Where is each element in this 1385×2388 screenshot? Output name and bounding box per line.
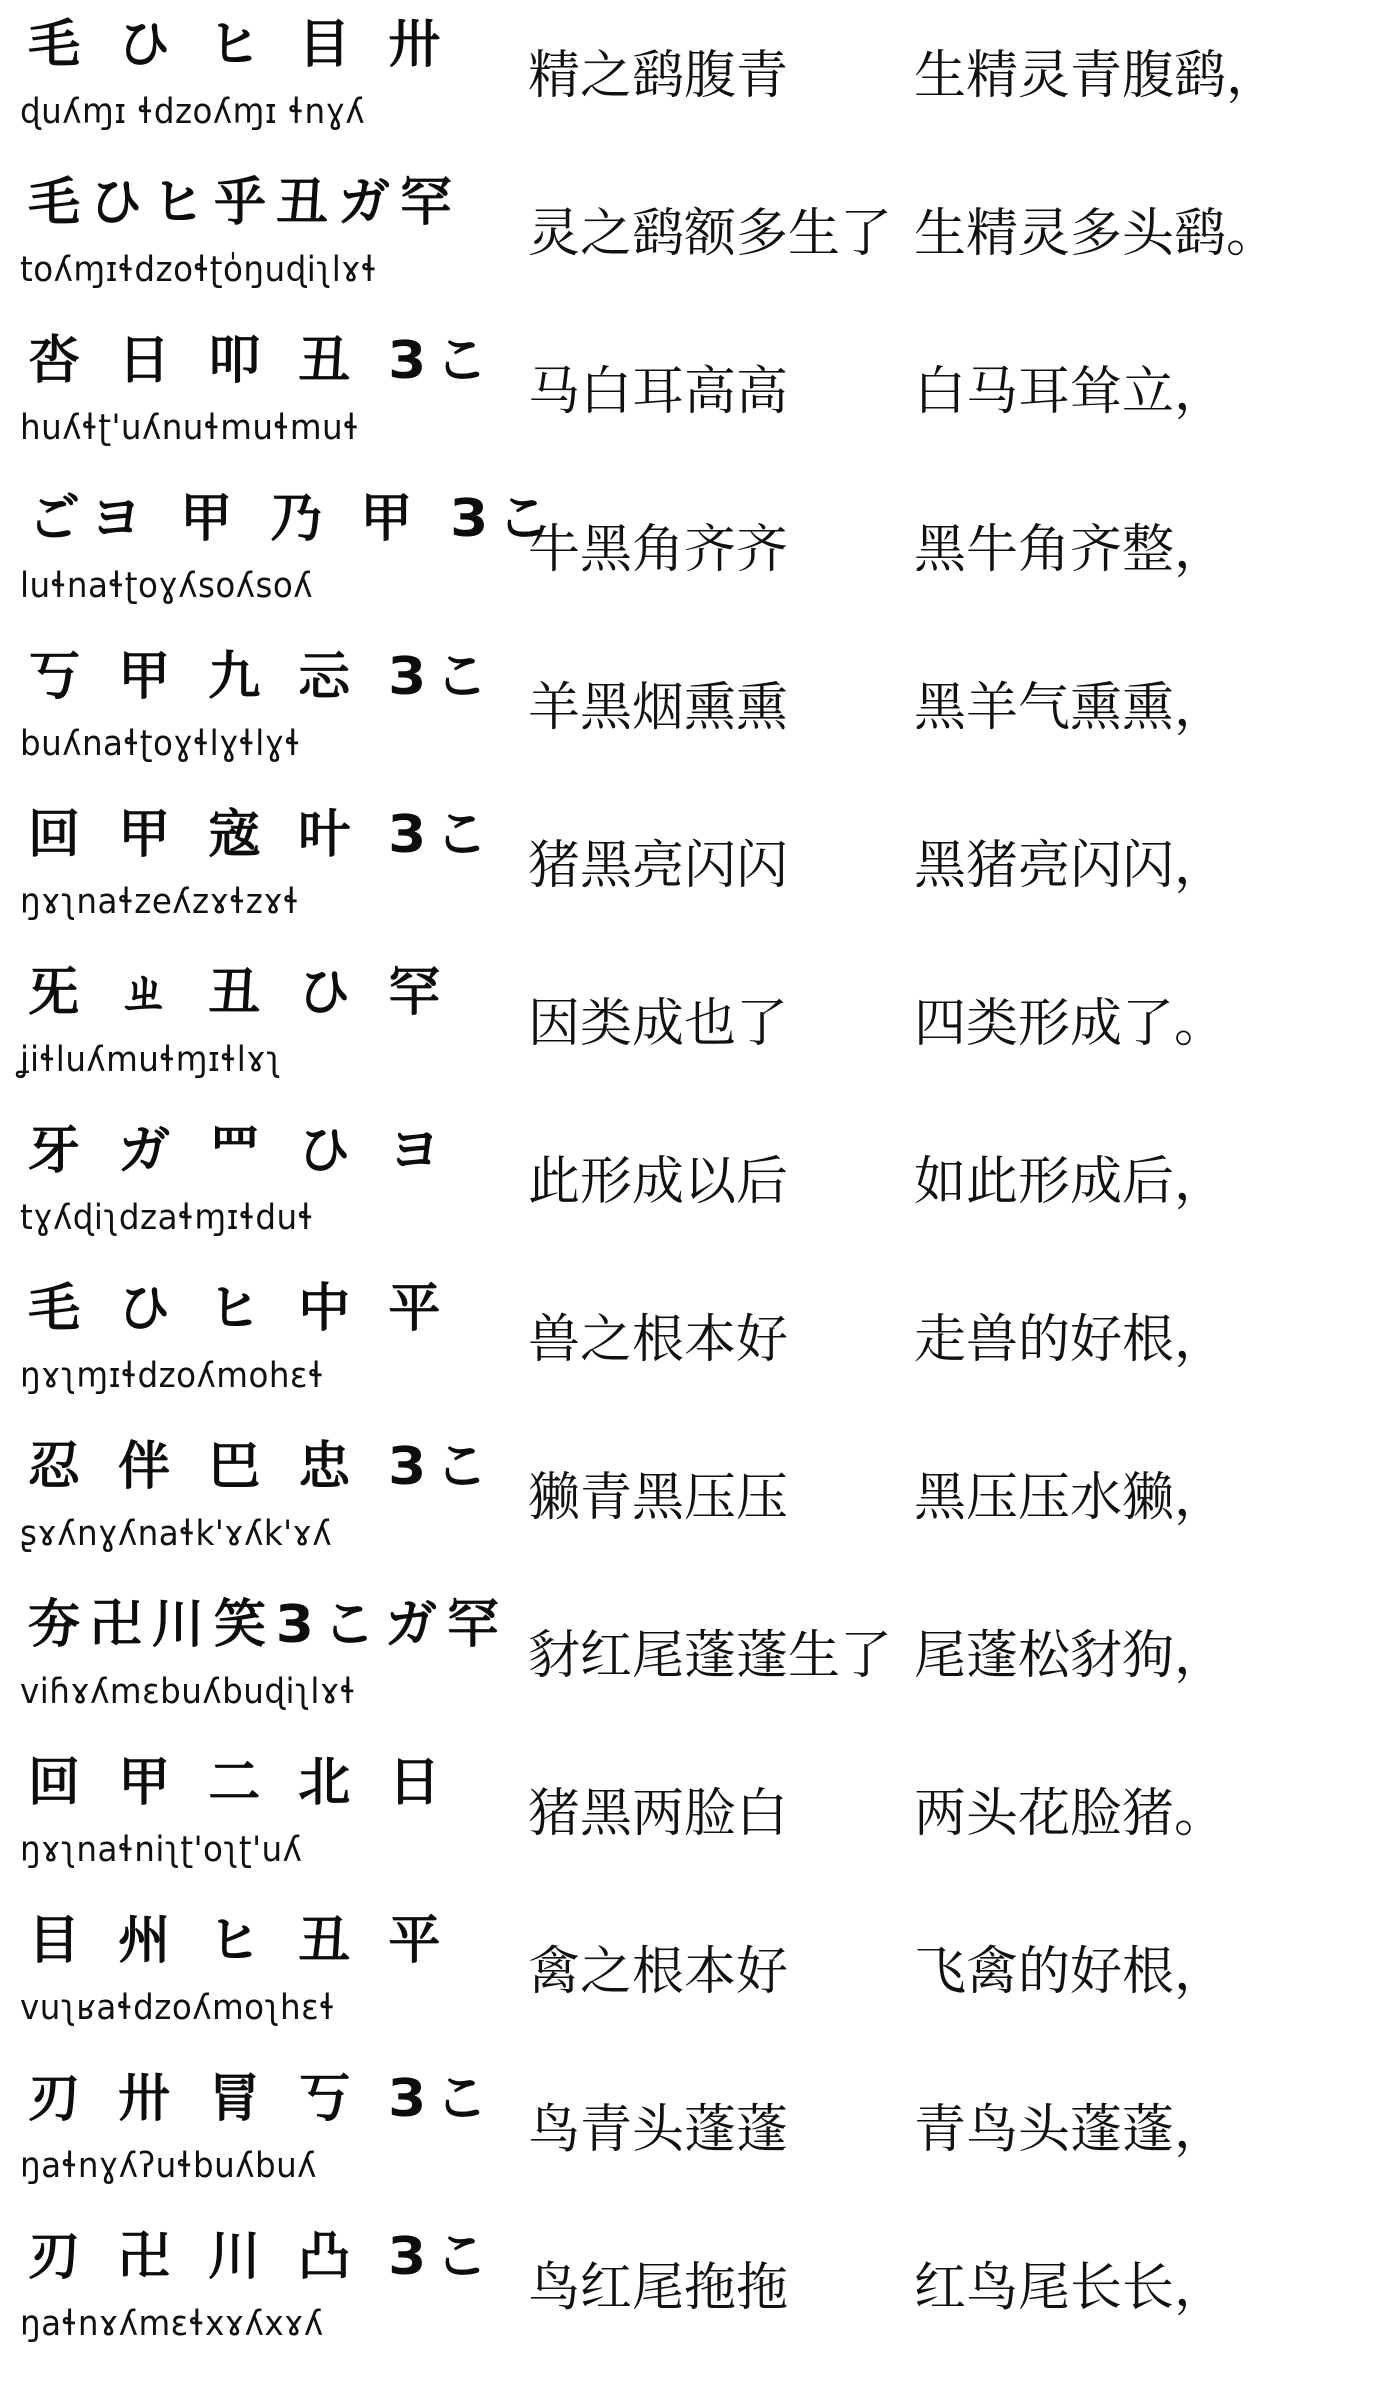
phonetic-transcription: luɬnaɬʈoɣʎsoʎsoʎ [20, 566, 314, 606]
word-by-word-gloss: 獭青黑压压 [528, 1468, 789, 1528]
verse-row-7 [0, 948, 1385, 1106]
verse-row-5 [0, 632, 1385, 790]
free-translation: 两头花脸猪。 [914, 1784, 1227, 1844]
original-script-glyphs: 忍 伴 巴 忠 Зこ [28, 1437, 498, 1497]
free-translation: 飞禽的好根， [914, 1942, 1227, 2002]
free-translation: 黑猪亮闪闪， [914, 836, 1227, 896]
original-script-cell [18, 1106, 451, 1264]
original-script-cell [18, 0, 451, 158]
word-by-word-gloss: 马白耳高高 [528, 362, 789, 422]
verse-row-12 [0, 1738, 1385, 1896]
phonetic-transcription: ŋɤʅnaɬzeʎzɤɬzɤɬ [20, 882, 300, 922]
original-script-cell [18, 1896, 451, 2054]
phonetic-transcription: toʎɱɪɬdzoɬʈo̍ŋuɖiʅlɤɬ [20, 250, 378, 290]
original-script-cell [18, 158, 463, 316]
free-translation: 生精灵多头鹞。 [914, 204, 1279, 264]
verse-row-1 [0, 0, 1385, 158]
free-translation: 尾蓬松豺狗， [914, 1626, 1227, 1686]
original-script-cell [18, 1264, 451, 1422]
original-script-glyphs: 毛 ひ ヒ 目 卅 [28, 15, 451, 75]
original-script-glyphs: 毛 ひ ヒ 中 平 [28, 1279, 451, 1339]
original-script-cell [18, 2212, 498, 2370]
verse-row-4 [0, 474, 1385, 632]
word-by-word-gloss: 精之鹞腹青 [528, 46, 789, 106]
word-by-word-gloss: 猪黑亮闪闪 [528, 836, 789, 896]
word-by-word-gloss: 兽之根本好 [528, 1310, 789, 1370]
original-script-cell [18, 474, 560, 632]
original-script-glyphs: 刃 卅 冐 丂 Зこ [28, 2069, 498, 2129]
free-translation: 如此形成后， [914, 1152, 1227, 1212]
verse-row-13 [0, 1896, 1385, 2054]
original-script-glyphs: 回 甲 二 北 日 [28, 1753, 451, 1813]
verse-row-9 [0, 1264, 1385, 1422]
phonetic-transcription: ŋɤʅnaɬniʅʈ'oʅʈ'uʎ [20, 1830, 303, 1870]
verse-row-2 [0, 158, 1385, 316]
phonetic-transcription: ŋaɬnɤʎmɛɬxɤʎxɤʎ [20, 2304, 324, 2344]
verse-row-15 [0, 2212, 1385, 2370]
verse-row-3 [0, 316, 1385, 474]
word-by-word-gloss: 牛黑角齐齐 [528, 520, 789, 580]
free-translation: 青鸟头蓬蓬， [914, 2100, 1227, 2160]
free-translation: 红鸟尾长长， [914, 2258, 1227, 2318]
free-translation: 黑羊气熏熏， [914, 678, 1227, 738]
word-by-word-gloss: 灵之鹞额多生了 [528, 204, 893, 264]
original-script-cell [18, 1422, 498, 1580]
word-by-word-gloss: 因类成也了 [528, 994, 789, 1054]
original-script-cell [18, 632, 498, 790]
word-by-word-gloss: 豺红尾蓬蓬生了 [528, 1626, 893, 1686]
original-script-glyphs: 刃 卍 川 凸 Зこ [28, 2227, 498, 2287]
original-script-cell [18, 316, 498, 474]
verse-row-8 [0, 1106, 1385, 1264]
phonetic-transcription: ʝiɬluʎmuɬɱɪɬlɤʅ [20, 1040, 282, 1080]
original-script-glyphs: 目 州 ヒ 丑 平 [28, 1911, 451, 1971]
verse-row-10 [0, 1422, 1385, 1580]
original-script-cell [18, 948, 451, 1106]
verse-row-6 [0, 790, 1385, 948]
phonetic-transcription: huʎɬʈ'uʎnuɬmuɬmuɬ [20, 408, 360, 448]
word-by-word-gloss: 鸟青头蓬蓬 [528, 2100, 789, 2160]
word-by-word-gloss: 羊黑烟熏熏 [528, 678, 789, 738]
original-script-glyphs: 夯卍川笑Зこガ罕 [28, 1595, 509, 1655]
verse-row-14 [0, 2054, 1385, 2212]
phonetic-transcription: viɦɤʎmɛbuʎbuɖiʅlɤɬ [20, 1672, 357, 1712]
phonetic-transcription: buʎnaɬʈoɣɬlɣɬlɣɬ [20, 724, 301, 764]
word-by-word-gloss: 禽之根本好 [528, 1942, 789, 2002]
free-translation: 白马耳耸立， [914, 362, 1227, 422]
original-script-cell [18, 2054, 498, 2212]
original-script-glyphs: ごヨ 甲 乃 甲 Зこ [28, 489, 560, 549]
word-by-word-gloss: 此形成以后 [528, 1152, 789, 1212]
phonetic-transcription: ŋaɬnɣʎʔuɬbuʎbuʎ [20, 2146, 317, 2186]
original-script-glyphs: 旡 ㄓ 丑 ひ 罕 [28, 963, 451, 1023]
original-script-glyphs: 回 甲 宼 叶 Зこ [28, 805, 498, 865]
verse-row-11 [0, 1580, 1385, 1738]
original-script-cell [18, 1738, 451, 1896]
phonetic-transcription: ɖuʎɱɪ ɬdzoʎɱɪ ɬnɣʎ [20, 92, 366, 132]
original-script-cell [18, 790, 498, 948]
word-by-word-gloss: 猪黑两脸白 [528, 1784, 789, 1844]
original-script-glyphs: 呇 日 叩 丑 Зこ [28, 331, 498, 391]
original-script-glyphs: 牙 ガ 罒 ひ ヨ [28, 1121, 451, 1181]
phonetic-transcription: vuʅʁaɬdzoʎmoʅhɛɬ [20, 1988, 336, 2028]
free-translation: 黑压压水獭， [914, 1468, 1227, 1528]
original-script-glyphs: 丂 甲 九 忈 Зこ [28, 647, 498, 707]
original-script-glyphs: 毛ひヒ乎丑ガ罕 [28, 173, 463, 233]
free-translation: 生精灵青腹鹞， [914, 46, 1279, 106]
original-script-cell [18, 1580, 509, 1738]
free-translation: 黑牛角齐整， [914, 520, 1227, 580]
word-by-word-gloss: 鸟红尾拖拖 [528, 2258, 789, 2318]
phonetic-transcription: ʂɤʎnɣʎnaɬk'ɤʎk'ɤʎ [20, 1514, 333, 1554]
free-translation: 走兽的好根， [914, 1310, 1227, 1370]
phonetic-transcription: tɣʎɖiʅdzaɬɱɪɬduɬ [20, 1198, 314, 1238]
free-translation: 四类形成了。 [914, 994, 1227, 1054]
phonetic-transcription: ŋɤʅɱɪɬdzoʎmohɛɬ [20, 1356, 325, 1396]
